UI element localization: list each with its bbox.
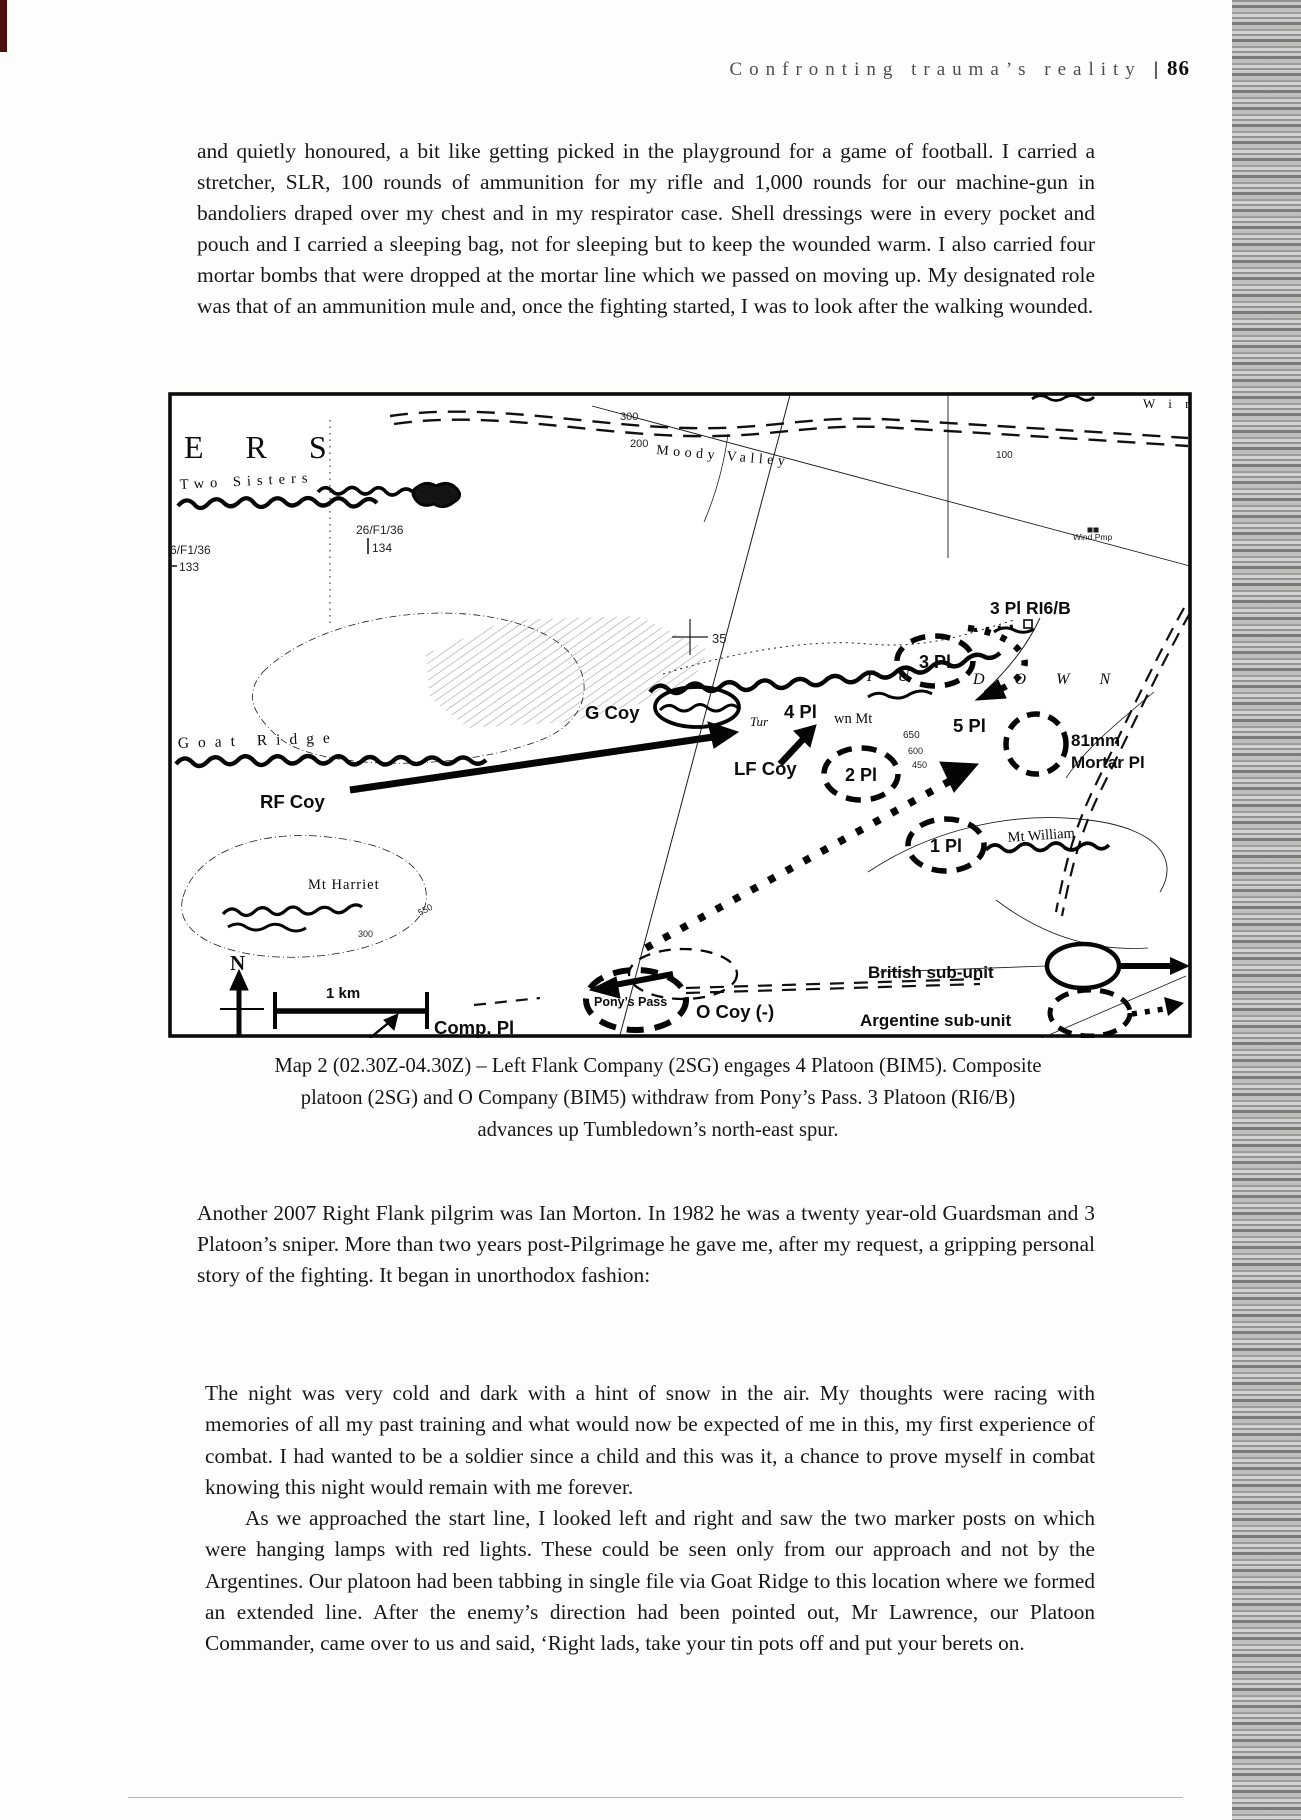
header-separator: | [1153, 59, 1158, 80]
c450: 450 [912, 760, 928, 770]
tumbledown-tu: T U [865, 668, 920, 685]
c100: 100 [996, 450, 1013, 461]
scan-artifact-corner [0, 0, 7, 52]
mortar-label-1: 81mm [1071, 731, 1121, 750]
c300b: 300 [358, 929, 374, 939]
page-number: 86 [1167, 56, 1190, 80]
comp-pl-label: Comp. Pl [434, 1017, 515, 1038]
quote-paragraph-2: As we approached the start line, I looked left and right and saw the two marker posts on which were hanging lamps with red lights. These could be seen only from our approach and not by the Argentines. Our platoon had been tabbing in single file via Goat Ridge to this location where we formed an extended line. After the enemy’s direction had been pointed out, Mr Lawrence, our Platoon Commander, came over to us and said, ‘Right lads, take your tin pots off and put your berets on. [205, 1506, 1095, 1656]
running-header [0, 56, 1190, 81]
c600: 600 [908, 746, 924, 756]
map-2-tumbledown [168, 392, 1192, 1038]
quote-paragraph-1: The night was very cold and dark with a hint of snow in the air. My thoughts were racing with memories of all my past training and what would now be expected of me in this, my first experience of combat. I had wanted to be a soldier since a child and this was it, a chance to prove myself in combat knowing this night would remain with me forever. [205, 1381, 1095, 1499]
wir-label: W i r [1143, 396, 1192, 411]
chapter-title: Confronting trauma’s reality [729, 59, 1142, 80]
tumbledown-down: D O W N [973, 671, 1124, 688]
5pl-label: 5 Pl [953, 715, 986, 736]
ers-label: ERS [184, 429, 369, 465]
lf-coy-label: LF Coy [734, 758, 797, 779]
legend-argentine-label: Argentine sub-unit [860, 1011, 1012, 1030]
two-sisters-label: Two Sisters [179, 470, 314, 493]
3pl-label: 3 Pl [918, 652, 952, 672]
north-label: N [230, 951, 246, 975]
c200: 200 [630, 438, 649, 450]
rf-coy-label: RF Coy [260, 791, 325, 812]
bm133: 133 [179, 560, 200, 574]
caption-line-2: platoon (2SG) and O Company (BIM5) withdraw from Pony’s Pass. 3 Platoon (RI6/B) [300, 1086, 1016, 1109]
mt-harriet-label: Mt Harriet [308, 877, 380, 893]
c300: 300 [620, 411, 639, 423]
ponys-pass-label: Pony’s Pass [594, 995, 668, 1009]
body-paragraph-1: and quietly honoured, a bit like getting picked in the playground for a game of football. I carried a stretcher, SLR, 100 rounds of ammunition for my rifle and 1,000 rounds for our machine-gun in bandoliers draped over my chest and in my respirator case. Shell dressings were in every pocket and pouch and I carried a sleeping bag, not for sleeping but to keep the wounded warm. I also carried four mortar bombs that were dropped at the mortar line which we passed on moving up. My designated role was that of an ammunition mule and, once the fighting started, I was to look after the walking wounded. [197, 138, 1095, 318]
1pl-label: 1 Pl [929, 836, 963, 856]
caption-line-1: Map 2 (02.30Z-04.30Z) – Left Flank Company (2SG) engages 4 Platoon (BIM5). Composite [274, 1055, 1042, 1077]
caption-line-3: advances up Tumbledown’s north-east spur. [477, 1118, 839, 1141]
g-coy-label: G Coy [585, 702, 640, 723]
body-paragraph-2: Another 2007 Right Flank pilgrim was Ian Morton. In 1982 he was a twenty year-old Guardsman and 3 Platoon’s sniper. More than two years post-Pilgrimage he gave me, after my request, a gripping personal story of the fighting. It began in unorthodox fashion: [197, 1200, 1096, 1287]
mt-william-label: Mt William [1007, 825, 1076, 846]
scale-label: 1 km [326, 985, 361, 1002]
bm134-top: 26/F1/36 [356, 523, 404, 537]
4pl-label: 4 Pl [784, 701, 817, 722]
grid35: 35 [712, 631, 727, 646]
legend-british-label: British sub-unit [868, 963, 994, 982]
wind-pump-label: Wind Pmp [1073, 532, 1113, 542]
2pl-label: 2 Pl [844, 765, 878, 785]
bm133-top: 6/F1/36 [170, 543, 211, 557]
o-coy-label: O Coy (-) [696, 1001, 775, 1022]
block-quote [205, 1378, 1095, 1660]
moody-valley-label: Moody Valley [655, 443, 790, 470]
map-figure [168, 392, 1192, 1038]
c550: 550 [416, 901, 435, 918]
wn-mt-label: wn Mt [834, 711, 873, 727]
tur-label: Tur [750, 714, 769, 729]
c650: 650 [903, 730, 920, 741]
scan-artifact-band [1232, 0, 1301, 1820]
goat-ridge-label: Goat Ridge [177, 729, 340, 752]
scan-artifact-line [128, 1797, 1183, 1798]
map-caption [178, 1051, 1138, 1146]
3pl-unit-label: 3 Pl RI6/B [990, 598, 1071, 618]
mortar-label-2: Mortar Pl [1071, 753, 1145, 772]
bm134: 134 [372, 541, 393, 555]
